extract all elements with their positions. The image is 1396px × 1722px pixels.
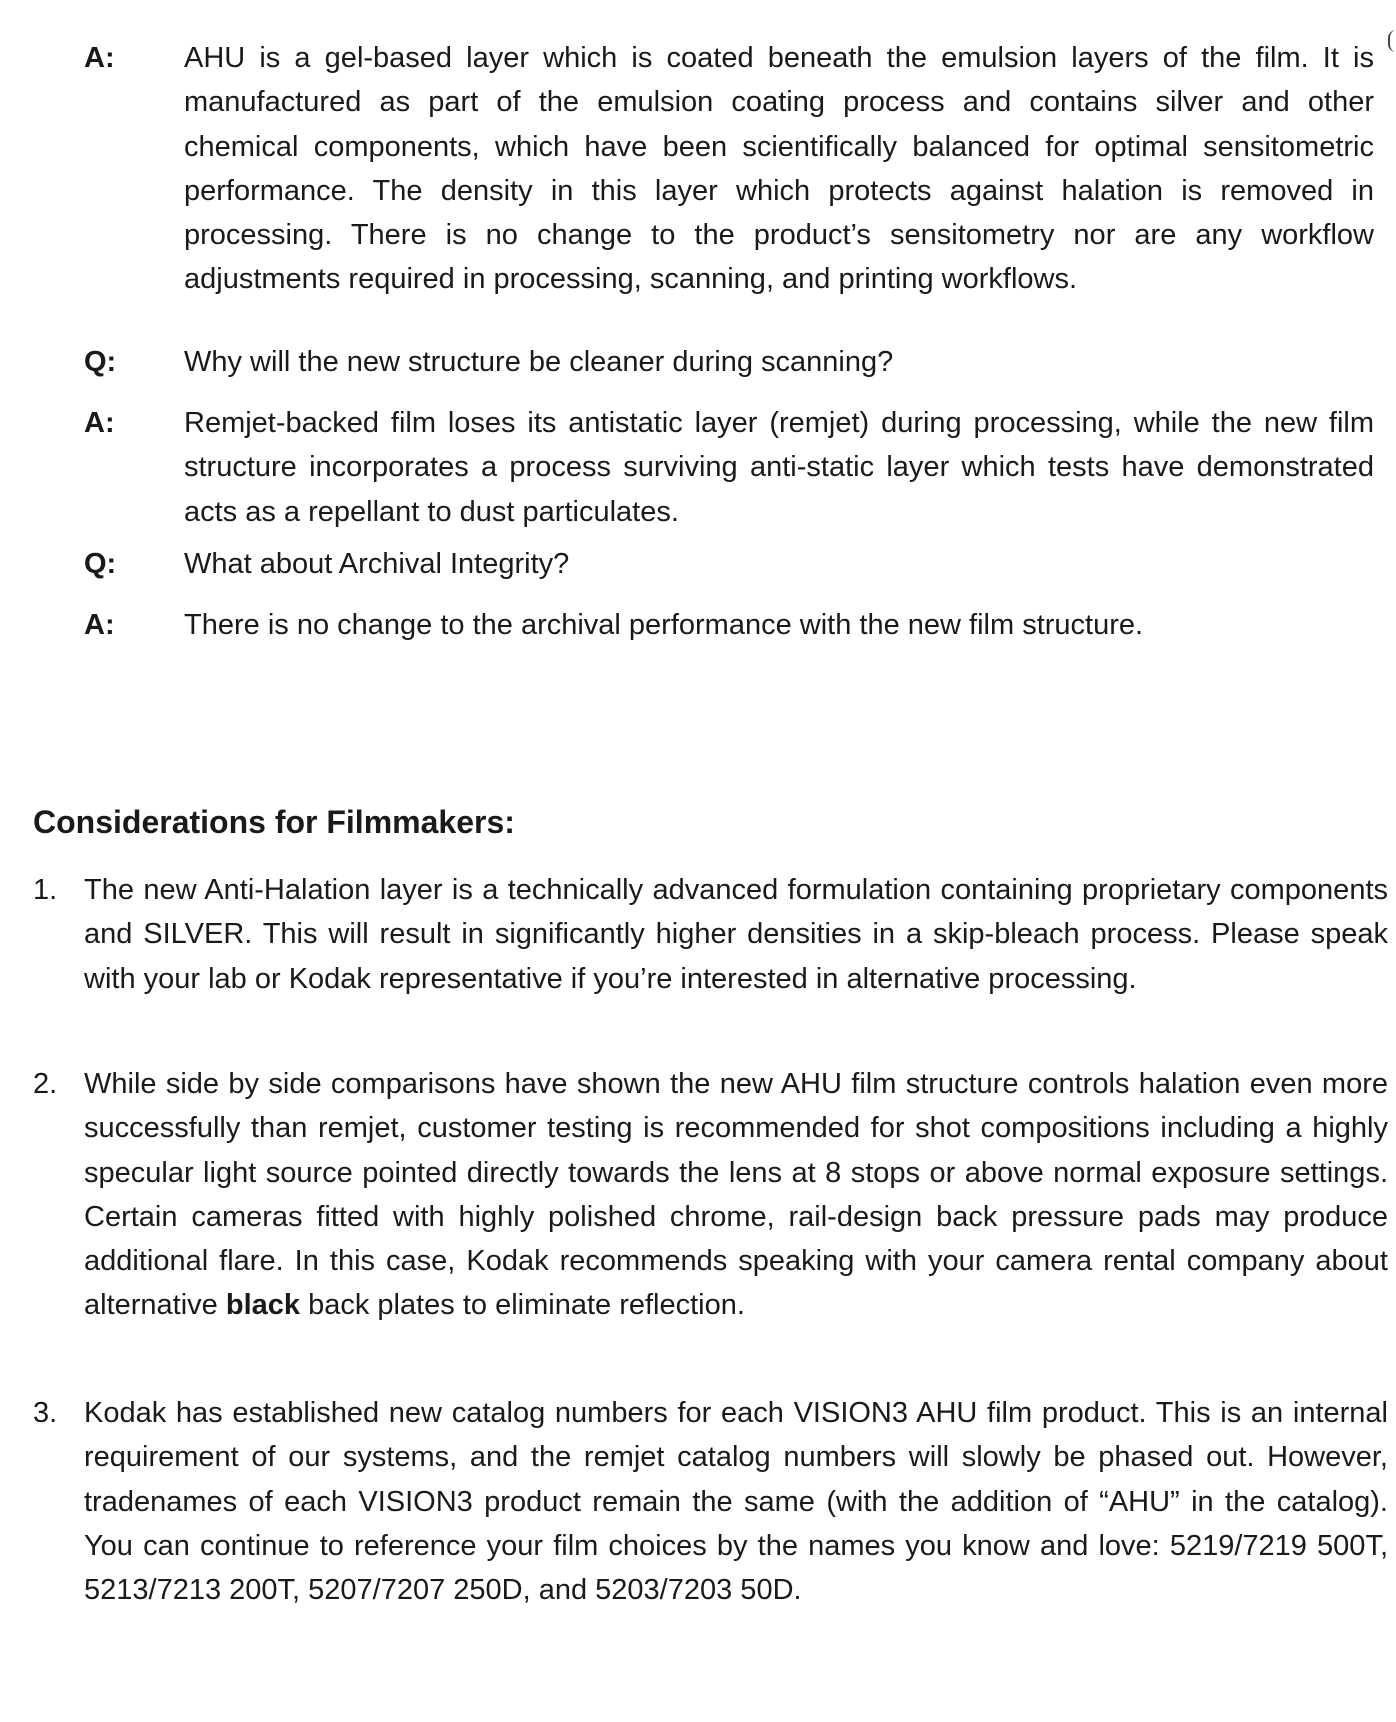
- list-item-number: 3.: [33, 1397, 58, 1429]
- qa-answer-ahu: [84, 36, 1374, 302]
- answer-text: AHU is a gel-based layer which is coated beneath the emulsion layers of the film. It is manufactured as part of the emulsion coating process and contains silver and other chemical components, which have been scientifically balanced for optimal sensitometric performance. The density in this layer which protects against halation is removed in processing. There is no change to the product’s sensitometry nor are any workflow adjustments required in processing, scanning, and printing workflows.: [184, 42, 1374, 296]
- question-text: Why will the new structure be cleaner during scanning?: [184, 346, 894, 378]
- list-item-text-part: While side by side comparisons have shown the new AHU film structure controls halation even more successfully than remjet, customer testing is recommended for shot compositions including a highly specular light source pointed directly towards the lens at 8 stops or above normal exposure settings. Certain cameras fitted with highly polished chrome, rail-design back pressure pads may produce additional flare. In this case, Kodak recommends speaking with your camera rental company about alternative: [84, 1068, 1388, 1322]
- list-item-2: [33, 1062, 1388, 1328]
- answer-text: Remjet-backed film loses its antistatic layer (remjet) during processing, while the new film structure incorporates a process surviving anti-static layer which tests have demonstrated acts as a repellant to dust particulates.: [184, 407, 1374, 528]
- qa-answer-archival: [84, 603, 1374, 647]
- answer-label: A:: [84, 407, 115, 439]
- answer-text: There is no change to the archival performance with the new film structure.: [184, 609, 1144, 641]
- list-item-text-part: back plates to eliminate reflection.: [300, 1289, 745, 1322]
- list-item-text: [84, 1062, 1388, 1328]
- answer-label: A:: [84, 42, 115, 74]
- considerations-heading: Considerations for Filmmakers:: [33, 804, 515, 840]
- edge-mark: [1388, 30, 1396, 52]
- list-item-number: 1.: [33, 874, 58, 906]
- list-item-text: The new Anti-Halation layer is a technically advanced formulation containing proprietary components and SILVER. This will result in significantly higher densities in a skip-bleach process. Please speak with your lab or Kodak representative if you’re interested in alternative processing.: [84, 874, 1388, 995]
- list-item-3: [33, 1391, 1388, 1612]
- question-label: Q:: [84, 548, 117, 580]
- qa-answer-scanning: [84, 401, 1374, 534]
- answer-label: A:: [84, 609, 115, 641]
- qa-question-archival: [84, 542, 1374, 586]
- list-item-1: [33, 868, 1388, 1001]
- list-item-text: Kodak has established new catalog numbers for each VISION3 AHU film product. This is an internal requirement of our systems, and the remjet catalog numbers will slowly be phased out. However, tradenames of each VISION3 product remain the same (with the addition of “AHU” in the catalog). You can continue to reference your film choices by the names you know and love: 5219/7219 500T, 5213/7213 200T, 5207/7207 250D, and 5203/7203 50D.: [84, 1397, 1388, 1607]
- question-label: Q:: [84, 346, 117, 378]
- qa-question-scanning: [84, 340, 1374, 384]
- list-item-number: 2.: [33, 1068, 58, 1100]
- emphasis-black: black: [225, 1289, 301, 1322]
- question-text: What about Archival Integrity?: [184, 548, 570, 580]
